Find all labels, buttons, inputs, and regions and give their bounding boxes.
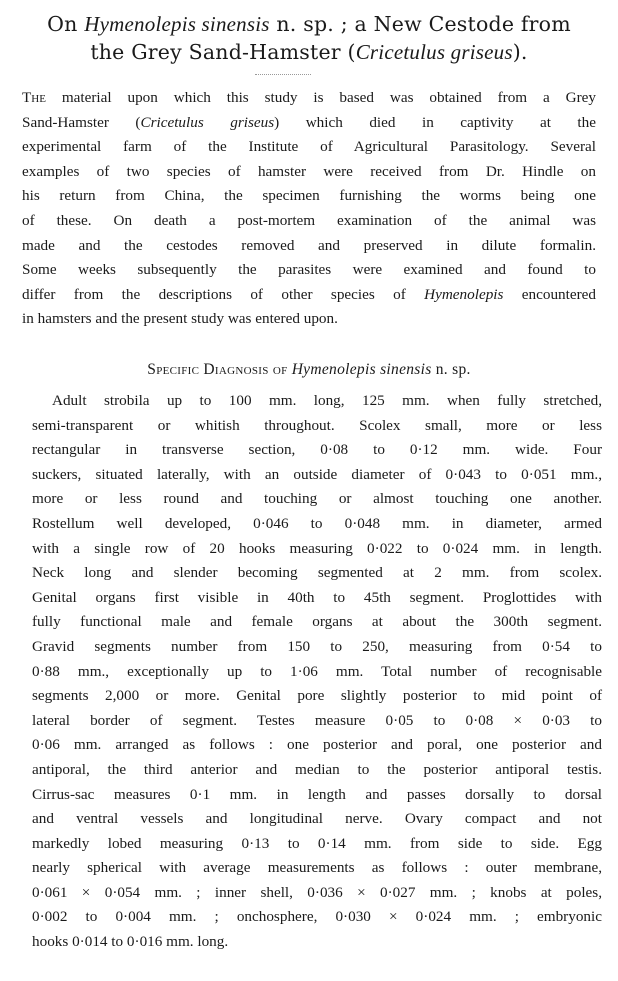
intro-line: Some weeks subsequently the parasites were examined and found to xyxy=(22,261,596,279)
section-heading: Specific Diagnosis of Hymenolepis sinensis n. sp. xyxy=(147,361,471,378)
intro-line: examples of two species of hamster were received from Dr. Hindle on xyxy=(22,162,596,180)
article-title xyxy=(0,10,618,66)
diagnosis-line: fully functional male and female organs at about the 300th segment. xyxy=(32,613,602,631)
diagnosis-line: more or less round and touching or almost touching one another. xyxy=(32,490,602,508)
diagnosis-line: 0·06 mm. arranged as follows : one posterior and poral, one posterior and xyxy=(32,736,602,754)
diagnosis-line: with a single row of 20 hooks measuring 0·022 to 0·024 mm. in length. xyxy=(32,539,602,557)
diagnosis-line: nearly spherical with average measurements as follows : outer membrane, xyxy=(32,859,602,877)
diagnosis-line: rectangular in transverse section, 0·08 to 0·12 mm. wide. Four xyxy=(32,441,602,459)
diagnosis-line: 0·88 mm., exceptionally up to 1·06 mm. Total number of recognisable xyxy=(32,662,602,680)
intro-line: The material upon which this study is based was obtained from a Grey xyxy=(22,89,596,106)
diagnosis-line: Adult strobila up to 100 mm. long, 125 mm. when fully stretched, xyxy=(52,392,602,409)
diagnosis-line: Rostellum well developed, 0·046 to 0·048 mm. in diameter, armed xyxy=(32,514,602,532)
intro-line: differ from the descriptions of other species of Hymenolepis encountered xyxy=(22,285,596,303)
diagnosis-line: Neck long and slender becoming segmented at 2 mm. from scolex. xyxy=(32,564,602,582)
intro-line: in hamsters and the present study was entered upon. xyxy=(22,310,338,328)
diagnosis-line: 0·061 × 0·054 mm. ; inner shell, 0·036 × 0·027 mm. ; knobs at poles, xyxy=(32,883,602,901)
diagnosis-line: hooks 0·014 to 0·016 mm. long. xyxy=(32,933,229,951)
title-line-2: the Grey Sand-Hamster (Cricetulus griseus). xyxy=(90,40,528,64)
diagnosis-line: Genital organs first visible in 40th to 45th segment. Proglottides with xyxy=(32,588,602,606)
diagnosis-line: semi-transparent or whitish throughout. Scolex small, more or less xyxy=(32,416,602,434)
title-divider xyxy=(255,74,311,75)
host-species-italic: Cricetulus griseus xyxy=(355,40,513,64)
diagnosis-line: and ventral vessels and longitudinal nerve. Ovary compact and not xyxy=(32,810,602,828)
title-line-1: On Hymenolepis sinensis n. sp. ; a New Cestode from xyxy=(47,12,571,36)
intro-line: Sand-Hamster (Cricetulus griseus) which died in captivity at the xyxy=(22,113,596,131)
diagnosis-paragraph xyxy=(32,389,602,955)
diagnosis-line: antiporal, the third anterior and median to the posterior antiporal testis. xyxy=(32,760,602,778)
diagnosis-line: segments 2,000 or more. Genital pore slightly posterior to mid point of xyxy=(32,687,602,705)
diagnosis-line: lateral border of segment. Testes measure 0·05 to 0·08 × 0·03 to xyxy=(32,711,602,729)
intro-line: his return from China, the specimen furnishing the worms being one xyxy=(22,187,596,205)
genus-species-italic: Hymenolepis sinensis xyxy=(84,12,270,36)
intro-line: experimental farm of the Institute of Agricultural Parasitology. Several xyxy=(22,138,596,156)
intro-line: of these. On death a post-mortem examination of the animal was xyxy=(22,211,596,229)
diagnosis-line: Cirrus-sac measures 0·1 mm. in length and passes dorsally to dorsal xyxy=(32,785,602,803)
diagnosis-line: markedly lobed measuring 0·13 to 0·14 mm. from side to side. Egg xyxy=(32,834,602,852)
diagnosis-line: suckers, situated laterally, with an outside diameter of 0·043 to 0·051 mm., xyxy=(32,465,602,483)
intro-paragraph xyxy=(22,86,596,332)
intro-line: made and the cestodes removed and preserved in dilute formalin. xyxy=(22,236,596,254)
diagnosis-line: 0·002 to 0·004 mm. ; onchosphere, 0·030 × 0·024 mm. ; embryonic xyxy=(32,908,602,926)
diagnosis-line: Gravid segments number from 150 to 250, measuring from 0·54 to xyxy=(32,637,602,655)
